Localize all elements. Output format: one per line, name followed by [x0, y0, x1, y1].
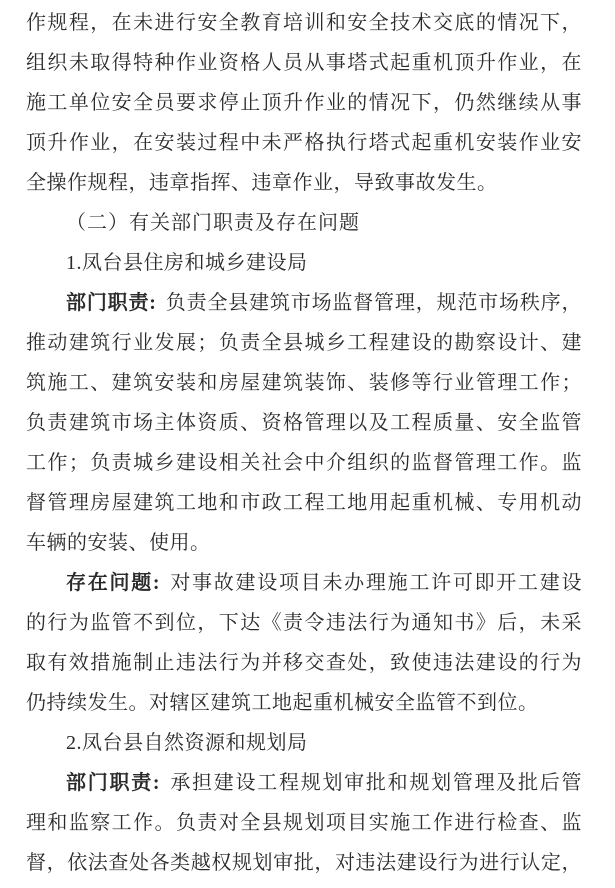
paragraph-line: 组织未取得特种作业资格人员从事塔式起重机顶升作业，在	[26, 52, 582, 74]
paragraph-line: 筑施工、建筑安装和房屋建筑装饰、装修等行业管理工作；	[26, 372, 582, 394]
paragraph-line: 的行为监管不到位，下达《责令违法行为通知书》后，未采	[26, 612, 582, 634]
paragraph-line: 取有效措施制止违法行为并移交查处，致使违法建设的行为	[26, 652, 582, 674]
bold-label-problems: 存在问题:	[66, 572, 161, 594]
paragraph-line: 推动建筑行业发展；负责全县城乡工程建设的勘察设计、建	[26, 332, 582, 354]
paragraph-line: 车辆的安装、使用。	[26, 532, 211, 554]
paragraph-line: 仍持续发生。对辖区建筑工地起重机械安全监管不到位。	[26, 692, 539, 714]
paragraph-line: 工作；负责城乡建设相关社会中介组织的监督管理工作。监	[26, 452, 582, 474]
paragraph-line: 理和监察工作。负责对全县规划项目实施工作进行检查、监	[26, 812, 582, 834]
paragraph-line: 作规程，在未进行安全教育培训和安全技术交底的情况下，	[26, 12, 582, 34]
subsection-title-1: 1.凤台县住房和城乡建设局	[66, 252, 308, 274]
line-text: 对事故建设项目未办理施工许可即开工建设	[169, 572, 582, 594]
bold-label-duties: 部门职责:	[66, 772, 161, 794]
paragraph-line: 负责建筑市场主体资质、资格管理以及工程质量、安全监管	[26, 412, 582, 434]
bold-label-duties: 部门职责:	[66, 292, 157, 314]
line-text: 承担建设工程规划审批和规划管理及批后管	[169, 772, 582, 794]
paragraph-line	[26, 763, 582, 803]
section-heading: （二）有关部门职责及存在问题	[66, 212, 360, 234]
paragraph-line: 顶升作业，在安装过程中未严格执行塔式起重机安装作业安	[26, 132, 582, 154]
line-text: 负责全县建筑市场监督管理，规范市场秩序，	[165, 292, 582, 314]
paragraph-line: 督，依法查处各类越权规划审批，对违法建设行为进行认定，	[26, 852, 582, 874]
paragraph-line	[26, 563, 582, 603]
paragraph-line	[26, 283, 582, 323]
subsection-title-2: 2.凤台县自然资源和规划局	[66, 732, 308, 754]
paragraph-line: 督管理房屋建筑工地和市政工程工地用起重机械、专用机动	[26, 492, 582, 514]
paragraph-line: 全操作规程，违章指挥、违章作业，导致事故发生。	[26, 172, 498, 194]
paragraph-line: 施工单位安全员要求停止顶升作业的情况下，仍然继续从事	[26, 92, 582, 114]
